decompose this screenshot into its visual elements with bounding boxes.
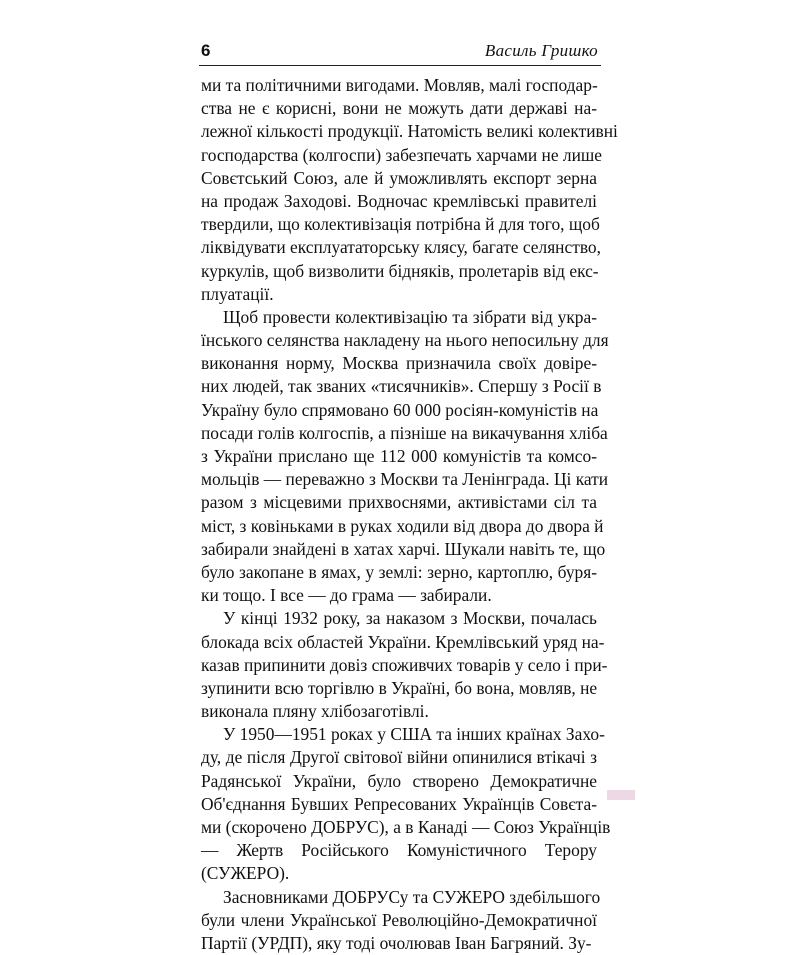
text-line: куркулів, щоб визволити бідняків, пролетарів від екс-	[201, 260, 599, 281]
text-line: забирали знайдені в хатах харчі. Шукали навіть те, що	[201, 538, 606, 559]
text-line: У 1950—1951 роках у США та інших країнах Захо-	[223, 724, 605, 745]
page-number: 6	[201, 41, 211, 60]
text-line: Об'єднання Бувших Репресованих Українців Совєта-	[201, 793, 597, 814]
text-line: господарства (колгоспи) забезпечать харчами не лише	[201, 144, 603, 165]
text-line: Україну було спрямовано 60 000 росіян-комуністів на	[201, 399, 599, 420]
text-line: Засновниками ДОБРУСу та СУЖЕРО здебільшого	[223, 886, 601, 907]
text-line: разом з місцевими прихвоснями, активістами сіл та	[201, 492, 597, 513]
text-line: твердили, що колективізація потрібна й для того, щоб	[201, 214, 600, 235]
text-line: з України прислано ще 112 000 комуністів та комсо-	[201, 446, 597, 466]
text-line: — Жертв Російського Комуністичного Терору	[201, 840, 597, 861]
text-line: них людей, так званих «тисячників». Спершу з Росії в	[201, 376, 602, 397]
text-line: мольців — переважно з Москви та Ленінграда. Ці кати	[201, 469, 609, 490]
paragraph	[201, 607, 608, 723]
text-body	[201, 74, 618, 955]
text-line: ду, де після Другої світової війни опинилися втікачі з	[201, 747, 597, 768]
paragraph	[201, 723, 611, 885]
text-line: плуатації.	[201, 283, 274, 304]
header-rule	[199, 65, 601, 66]
text-line: зупинити всю торгівлю в Україні, бо вона, мовляв, не	[201, 677, 598, 698]
text-line: блокада всіх областей України. Кремлівський уряд на-	[201, 631, 605, 652]
text-line: Радянської України, було створено Демократичне	[201, 770, 597, 791]
text-line: на продаж Заходові. Водночас кремлівські правителі	[201, 190, 597, 211]
text-line: лежної кількості продукції. Натомість великі колективні	[201, 121, 618, 142]
text-line: міст, з ковіньками в руках ходили від двора до двора й	[201, 515, 604, 536]
text-line: Щоб провести колективізацію та зібрати від укра-	[223, 306, 597, 327]
text-line: було закопане в ямах, у землі: зерно, картоплю, буря-	[201, 561, 597, 582]
text-line: Совєтський Союз, але й уможливлять експорт зерна	[201, 167, 597, 188]
paragraph	[201, 74, 618, 306]
paragraph	[201, 306, 609, 607]
text-line: були члени Української Революційно-Демократичної	[201, 909, 597, 930]
text-line: виконання норму, Москва призначила своїх довіре-	[201, 353, 597, 374]
text-line: ства не є корисні, вони не можуть дати державі на-	[201, 98, 597, 119]
text-line: ми (скорочено ДОБРУС), а в Канаді — Союз Українців	[201, 817, 611, 837]
text-line: їнського селянства накладену на нього непосильну для	[201, 330, 609, 351]
text-line: ми та політичними вигодами. Мовляв, малі господар-	[201, 75, 598, 95]
text-line: У кінці 1932 року, за наказом з Москви, почалась	[223, 608, 597, 629]
text-line: Партії (УРДП), яку тоді очолював Іван Багряний. Зу-	[201, 932, 592, 953]
running-head: Василь Гришко	[484, 41, 598, 60]
paragraph	[201, 886, 601, 955]
text-line: ки тощо. І все — до грама — забирали.	[201, 585, 492, 606]
print-bleed-mark	[607, 790, 635, 800]
text-line: виконала пляну хлібозаготівлі.	[201, 701, 429, 722]
text-line: посади голів колгоспів, а пізніше на викачування хліба	[201, 422, 608, 443]
text-line: ліквідувати експлуататорську клясу, багате селянство,	[201, 237, 601, 258]
text-line: казав припинити довіз споживчих товарів у село і при-	[201, 654, 608, 675]
text-line: (СУЖЕРО).	[201, 863, 290, 884]
